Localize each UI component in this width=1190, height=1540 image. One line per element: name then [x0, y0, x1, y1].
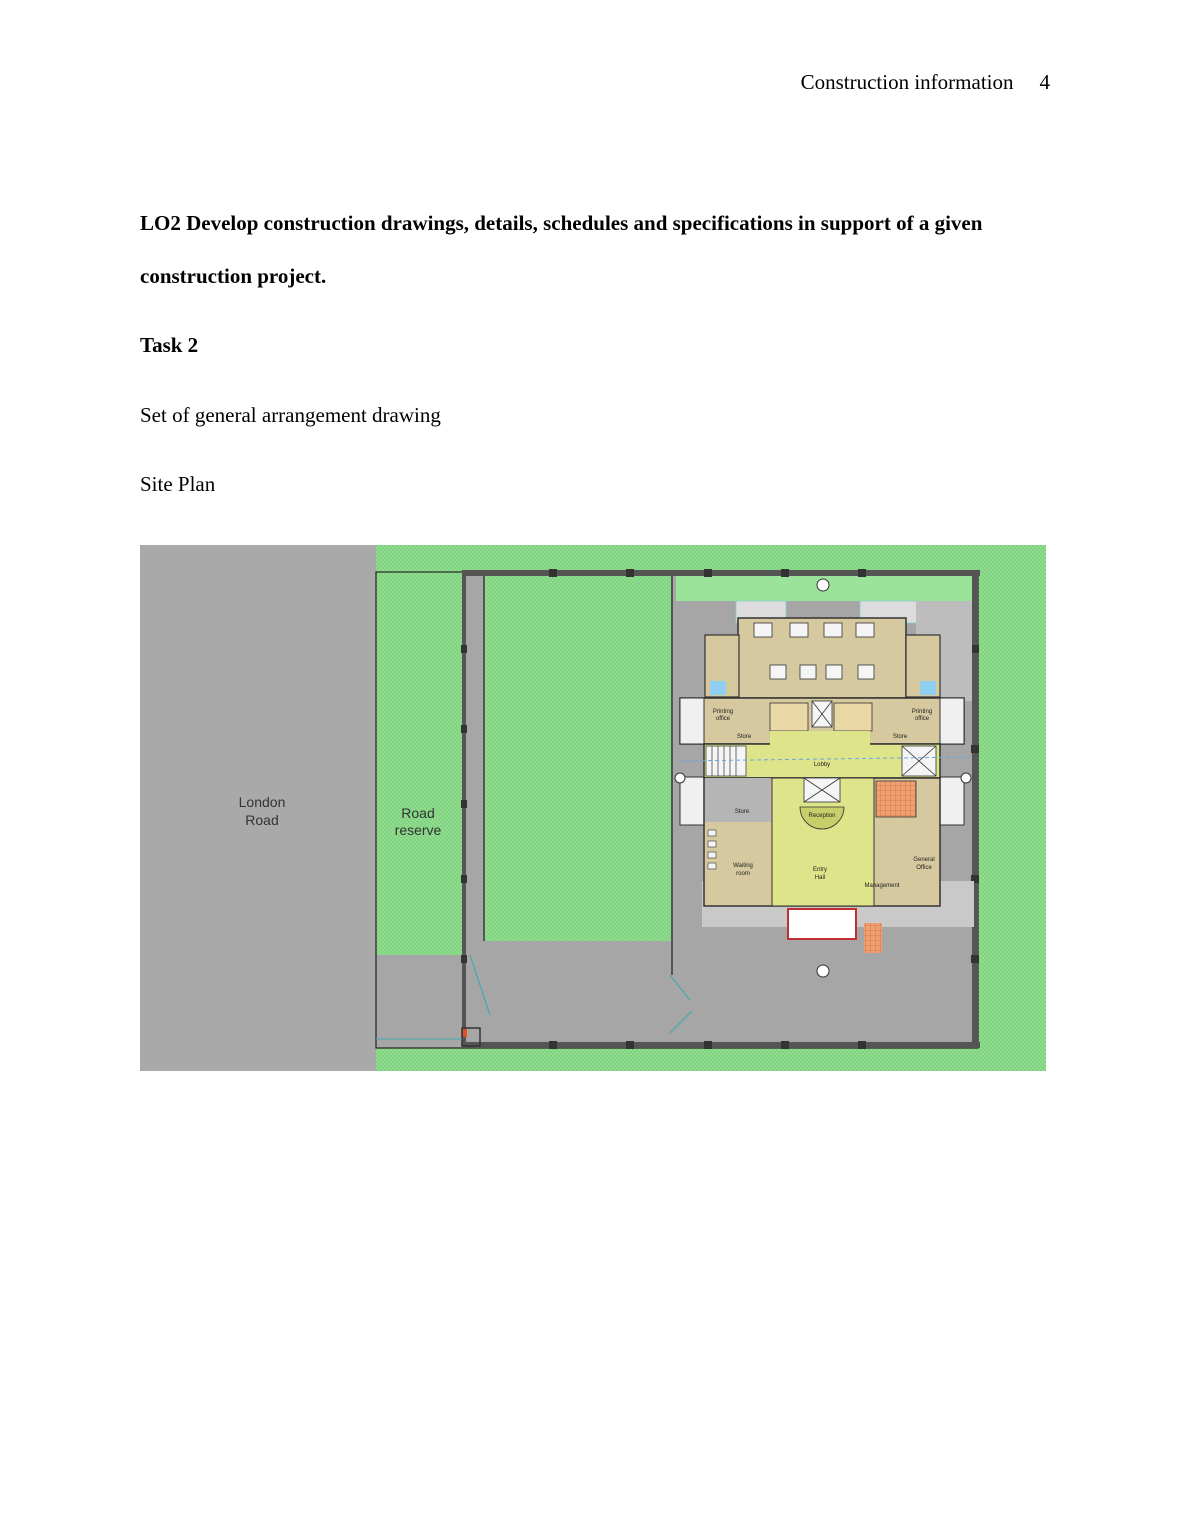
management-label: Management: [864, 883, 900, 889]
paved-corner: [376, 955, 462, 1048]
inner-wall: [671, 575, 673, 975]
entry-hall-label-2: Hall: [814, 875, 826, 881]
wc-left: [710, 681, 726, 695]
north-wall: [462, 570, 980, 576]
general-office-label-2: Office: [916, 865, 932, 871]
lawn-edge-wall: [483, 575, 485, 941]
general-office-label-1: General: [913, 857, 935, 863]
east-wall: [972, 570, 978, 1048]
service-area: [705, 778, 771, 822]
meeting-room-right: [834, 703, 872, 731]
marker-south: [817, 965, 829, 977]
lobby-top: [770, 731, 870, 745]
store-left-label: Store: [736, 734, 752, 740]
paragraph-general-arrangement: Set of general arrangement drawing: [140, 403, 441, 427]
marker-north: [817, 579, 829, 591]
store-lower-label: Store: [734, 809, 750, 815]
paragraph-site-plan: Site Plan: [140, 472, 216, 496]
south-wall: [462, 1042, 980, 1048]
wing-lower-right: [940, 777, 964, 825]
road-reserve-label-2: reserve: [394, 822, 442, 838]
waiting-room-label-2: room: [736, 871, 750, 877]
printing-office-right-2: office: [914, 716, 930, 722]
wing-upper-right: [940, 698, 964, 744]
inner-lawn: [484, 575, 672, 941]
marker-west: [675, 773, 685, 783]
entrance-canopy: [788, 909, 856, 939]
tiled-room: [876, 781, 916, 817]
task-heading: Task 2: [140, 333, 199, 357]
entry-hall-label-1: Entry: [812, 867, 828, 873]
waiting-room-label-1: Waiting: [733, 863, 753, 869]
running-title: Construction information: [800, 70, 1014, 94]
wc-right: [920, 681, 936, 695]
page-number: 4: [1039, 70, 1050, 94]
learning-outcome-heading: LO2 Develop construction drawings, details, schedules and specifications in support of a given construction project.: [140, 211, 983, 288]
printing-office-left-2: office: [715, 716, 731, 722]
wing-upper-left: [680, 698, 704, 744]
ramp: [864, 923, 882, 953]
meeting-room-left: [770, 703, 808, 731]
gate-marker: [463, 1029, 467, 1037]
printing-office-right-1: Printing: [911, 709, 933, 715]
london-road-label-1: London: [238, 794, 286, 810]
marker-east: [961, 773, 971, 783]
lobby-label: Lobby: [813, 762, 831, 768]
site-plan-figure: [140, 545, 1046, 1071]
road-reserve-label-1: Road: [401, 805, 435, 821]
wing-lower-left: [680, 777, 704, 825]
running-head: [801, 70, 1050, 95]
reception-label: Reception: [808, 813, 836, 819]
site-plan-drawing: [140, 545, 1046, 1071]
west-wall: [462, 570, 466, 1048]
store-right-label: Store: [892, 734, 908, 740]
printing-office-left-1: Printing: [712, 709, 734, 715]
london-road-label-2: Road: [245, 812, 279, 828]
